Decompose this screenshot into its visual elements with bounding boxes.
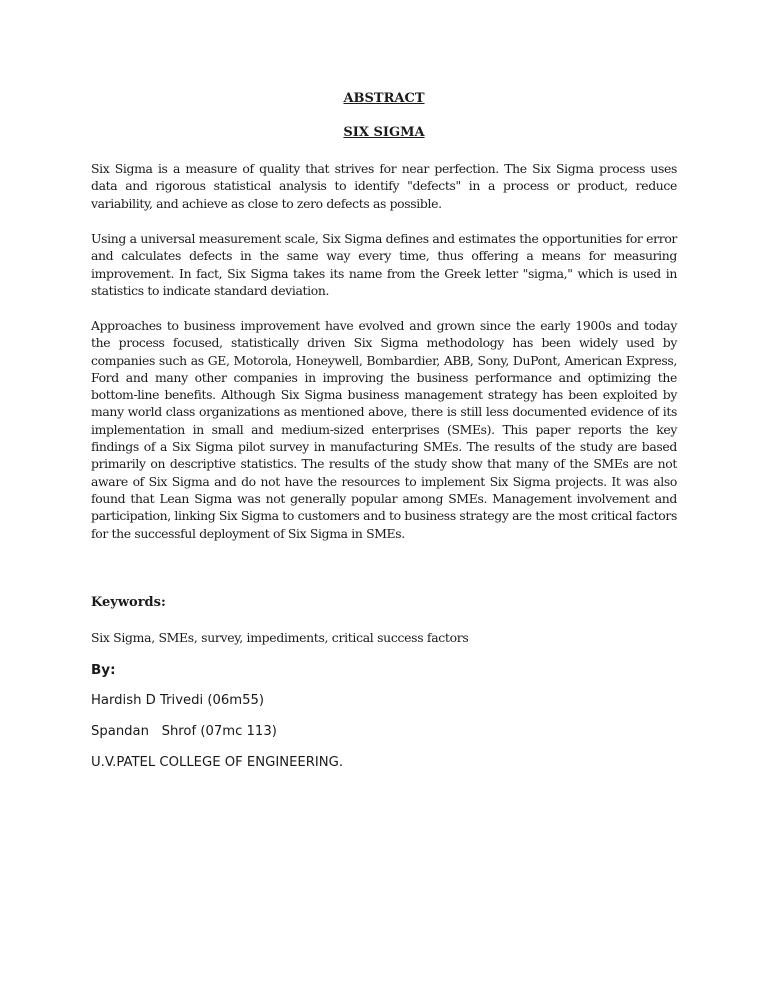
- title-heading: SIX SIGMA: [343, 125, 425, 140]
- paragraph-measurement: Using a universal measurement scale, Six Sigma defines and estimates the opportunities for error and calculates defects in the same way every time, thus offering a means for measuring improvement. In fact, Six Sigma takes its name from the Greek letter "sigma," which is used in statistics to indicate standard deviation.: [91, 231, 677, 298]
- abstract-heading: ABSTRACT: [343, 91, 425, 106]
- keywords-label: Keywords:: [91, 595, 166, 610]
- paragraph-intro: Six Sigma is a measure of quality that strives for near perfection. The Six Sigma process uses data and rigorous statistical analysis to identify "defects" in a process or product, reduce variability, and achieve as close to zero defects as possible.: [91, 161, 677, 211]
- author-2: Spandan Shrof (07mc 113): [91, 724, 277, 739]
- institution: U.V.PATEL COLLEGE OF ENGINEERING.: [91, 755, 344, 770]
- paragraph-approaches: Approaches to business improvement have evolved and grown since the early 1900s and today the process focused, statistically driven Six Sigma methodology has been widely used by companies such as GE, Motorola, Honeywell, Bombardier, ABB, Sony, DuPont, American Express, Ford and many other companies in improving the business performance and optimizing the bottom-line benefits. Although Six Sigma business management strategy has been exploited by many world class organizations as mentioned above, there is still less documented evidence of its implementation in small and medium-sized enterprises (SMEs). This paper reports the key findings of a Six Sigma pilot survey in manufacturing SMEs. The results of the study are based primarily on descriptive statistics. The results of the study show that many of the SMEs are not aware of Six Sigma and do not have the resources to implement Six Sigma projects. It was also found that Lean Sigma was not generally popular among SMEs. Management involvement and participation, linking Six Sigma to customers and to business strategy are the most critical factors for the successful deployment of Six Sigma in SMEs.: [91, 318, 677, 541]
- keywords-text: Six Sigma, SMEs, survey, impediments, critical success factors: [91, 630, 469, 645]
- author-1: Hardish D Trivedi (06m55): [91, 693, 265, 708]
- by-label: By:: [91, 662, 116, 678]
